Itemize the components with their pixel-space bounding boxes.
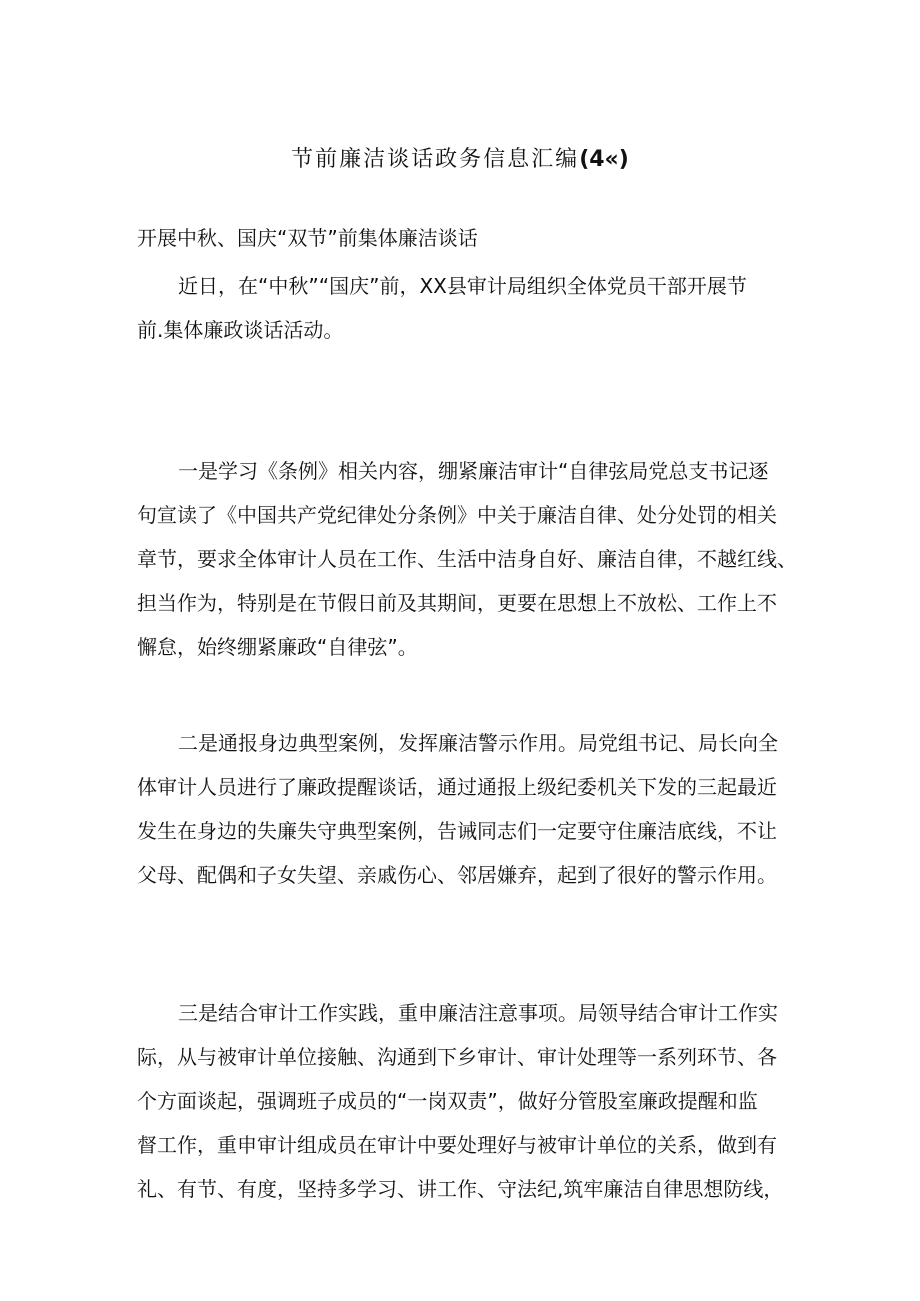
document-title-main: 节前廉洁谈话政务信息汇编 xyxy=(291,147,580,172)
paragraph-line: 近日，在“中秋”“国庆”前，XX县审计局组织全体党员干部开展节 xyxy=(178,274,747,298)
paragraph-intro xyxy=(137,264,797,352)
document-title-suffix: (4«) xyxy=(579,147,629,172)
paragraph-line: 二是通报身边典型案例，发挥廉洁警示作用。局党组书记、局长向全 xyxy=(178,731,778,755)
paragraph-line: 发生在身边的失廉失守典型案例，告诫同志们一定要守住廉洁底线，不让 xyxy=(137,819,777,843)
paragraph-line: 督工作，重申审计组成员在审计中要处理好与被审计单位的关系，做到有 xyxy=(137,1133,777,1157)
paragraph-line: 章节，要求全体审计人员在工作、生活中洁身自好、廉洁自律，不越红线、 xyxy=(137,547,797,571)
paragraph-point-one xyxy=(137,449,797,669)
paragraph-line: 担当作为，特别是在节假日前及其期间，更要在思想上不放松、工作上不 xyxy=(137,591,777,615)
paragraph-point-three xyxy=(137,991,797,1211)
document-subtitle: 开展中秋、国庆“双节”前集体廉洁谈话 xyxy=(137,226,478,250)
paragraph-line: 前.集体廉政谈话活动。 xyxy=(137,318,344,342)
paragraph-line: 三是结合审计工作实践，重申廉洁注意事项。局领导结合审计工作实 xyxy=(178,1001,778,1025)
paragraph-line: 懈怠，始终绷紧廉政“自律弦”。 xyxy=(137,635,418,659)
paragraph-line: 体审计人员进行了廉政提醒谈话，通过通报上级纪委机关下发的三起最近 xyxy=(137,775,777,799)
paragraph-line: 父母、配偶和子女失望、亲戚伤心、邻居嫌弃，起到了很好的警示作用。 xyxy=(137,863,777,887)
paragraph-line: 礼、有节、有度，坚持多学习、讲工作、守法纪,筑牢廉洁自律思想防线， xyxy=(137,1177,784,1201)
paragraph-line: 际，从与被审计单位接触、沟通到下乡审计、审计处理等一系列环节、各 xyxy=(137,1045,777,1069)
paragraph-point-two xyxy=(137,721,797,897)
document-title xyxy=(0,143,920,177)
paragraph-line: 一是学习《条例》相关内容，绷紧廉洁审计“自律弦局党总支书记逐 xyxy=(178,459,769,483)
paragraph-line: 个方面谈起，强调班子成员的“一岗双责”，做好分管股室廉政提醒和监 xyxy=(137,1089,758,1113)
paragraph-line: 句宣读了《中国共产党纪律处分条例》中关于廉洁自律、处分处罚的相关 xyxy=(137,503,777,527)
